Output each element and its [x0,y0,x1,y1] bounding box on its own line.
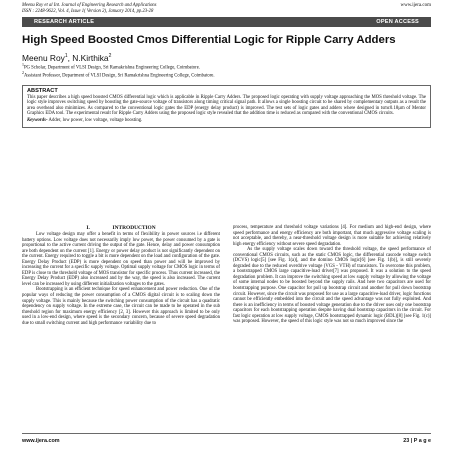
abstract-text: This paper describes a high speed boosted CMOS differential logic which is applicable in Ripple Carry Adders. The proposed logic operating with supply voltage approaching the MOS threshold voltage. The logic style improves switching speed by boosting the gate-source voltage of transistors along timing critical signal path. It allows a single boosting circuit to be shared by complementary outputs as a result the area overhead also minimizes. As compared to the conventional logic gates the EDP (energy delay product) is improved. The test sets of logic gates and adders where designed in tsmc0.18µm of Mentor Graphics EDA tool. The experimental result for Ripple Carry Adders using the proposed logic style revealed that the addition time is reduced as compared with the conventional CMOS circuits. [27,94,426,117]
affiliation-1: $^1$PG Scholar, Department of VLSI Design, Sri Ramakrishna Engineering College, Coimbatore. [22,62,200,71]
footer-site[interactable]: www.ijera.com [22,438,60,444]
left-column [22,225,220,326]
paragraph: Bootstrapping is an efficient technique for speed enhancement and power reduction. One of the popular ways of reducing the power consumption of a CMOS digital circuit is to scaling down the supply voltage. This is mainly because the switching power consumption of the circuit has a quadratic dependency on supply voltage. In the extreme case, the circuit can be made to be operated in the sub threshold region for maximum energy efficiency [2, 3]. However this approach is limited to be only used in a low-end design, where speed is the secondary concern, because of severe speed degradation due to small switching current and high performance variability due to [22,287,220,326]
affiliations [22,63,431,80]
page-footer [22,433,431,444]
affiliation-2: $^2$Assistant Professor, Department of VLSI Design, Sri Ramakrishna Engineering College, Coimbatore. [22,71,215,79]
paper-title: High Speed Boosted Cmos Differential Logic for Ripple Carry Adders [22,34,396,47]
paragraph: process, temperature and threshold voltage variations [4]. For medium and high-end design, where speed performance and energy efficiency are both important, that much aggressive voltage scaling is not acceptable, and thereby, a near-threshold voltage design is more suitable for achieving relatively high energy efficiency without severe speed degradation. [233,225,431,247]
author-first: Meenu Roy [22,52,65,63]
section-heading [22,225,220,232]
abstract-box [22,85,431,128]
author-line [22,51,431,63]
article-type-band [22,17,431,27]
keywords-label: Keywords- [27,117,48,123]
section-title: INTRODUCTION [112,225,156,231]
keywords-text: Adder, low power, low voltage, voltage boosting. [47,117,143,123]
body-columns [22,225,431,326]
author-second: , N.Kirthika [67,52,109,63]
abstract-heading: ABSTRACT [27,87,58,94]
issn-line: ISSN : 2248-9622, Vol. 4, Issue 1( Version 2), January 2014, pp.23-28 [22,8,154,14]
journal-site[interactable]: www.ijera.com [400,3,431,8]
open-access-label: OPEN ACCESS [376,19,419,26]
paragraph: As the supply voltage scales down toward the threshold voltage, the speed performance of conventional CMOS circuits, such as the static CMOS logic, the differential cascode voltage switch (DCVS) logic[5] [see Fig. 1(a)], and the domino CMOS logic[6] [see Fig. 1(b)], is still severely degraded due to the reduced overdrive voltage (VGS - VTH) of transistors. To overcome this problem, a bootstrapped CMOS large capacitive-load driver[7] was proposed. It was a solution to the speed degradation problem. It can improve the switching speed at low supply voltage by allowing the voltage of some internal nodes to be boosted beyond the supply rails. And here two capacitors are used for bootstrapping purpose. One capacitor for pull up bootstrap circuit and another for pull down bootstrap circuit. However, since the circuit was proposed for use as a large capacitive-load driver, logic functions cannot be efficiently embedded into the circuit and the speed advantage was not fully exploited. And there is an inefficiency in terms of boosted voltage generation due to the driver uses only one bootstrap capacitors for each bootstrapping operation despite having dual bootstrap capacitors in the circuit. For fast logic operation at low supply voltage, CMOS bootstrapped dynamic logic (BDL)[8] [see Fig. 1(c)] was proposed. However, the speed of this logic style was not so much improved since the [233,247,431,325]
author-first-sup: 1 [64,53,68,60]
section-number: I. [86,225,90,231]
author-second-sup: 2 [108,53,112,60]
right-column [233,225,431,326]
page-number: 23 | P a g e [403,438,431,444]
research-article-label: RESEARCH ARTICLE [34,19,95,26]
keywords [27,118,426,124]
journal-citation [22,3,342,14]
citation-line: Meenu Roy et al Int. Journal of Engineering Research and Applications [22,3,157,8]
paragraph: Low voltage design may offer a benefit in terms of flexibility in power sources i.e different battery options. Low voltage does not necessarily imply low power, the power consumed by a gate is proportional to the active current driving the output of the gate. Hence, delay and power consumption are both dependent on the current [1]. Energy or power delay product is not significantly dependent on the current. Energy required to toggle a bit is more dependent on the load and configuration of the gate. Energy Delay Product (EDP) is more dependent on speed than power and will be improved by increasing the current for a specific supply voltage. Optimal supply voltage for CMOS logic in terms of EDP is close to the threshold voltage of MOS transistor for specific process. Thus current increased, the Energy Delay Product (EDP) also increased and by the way, the speed is also increased. The current level can be increased by using different initialization voltages to the gates. [22,232,220,287]
journal-header [22,3,431,14]
